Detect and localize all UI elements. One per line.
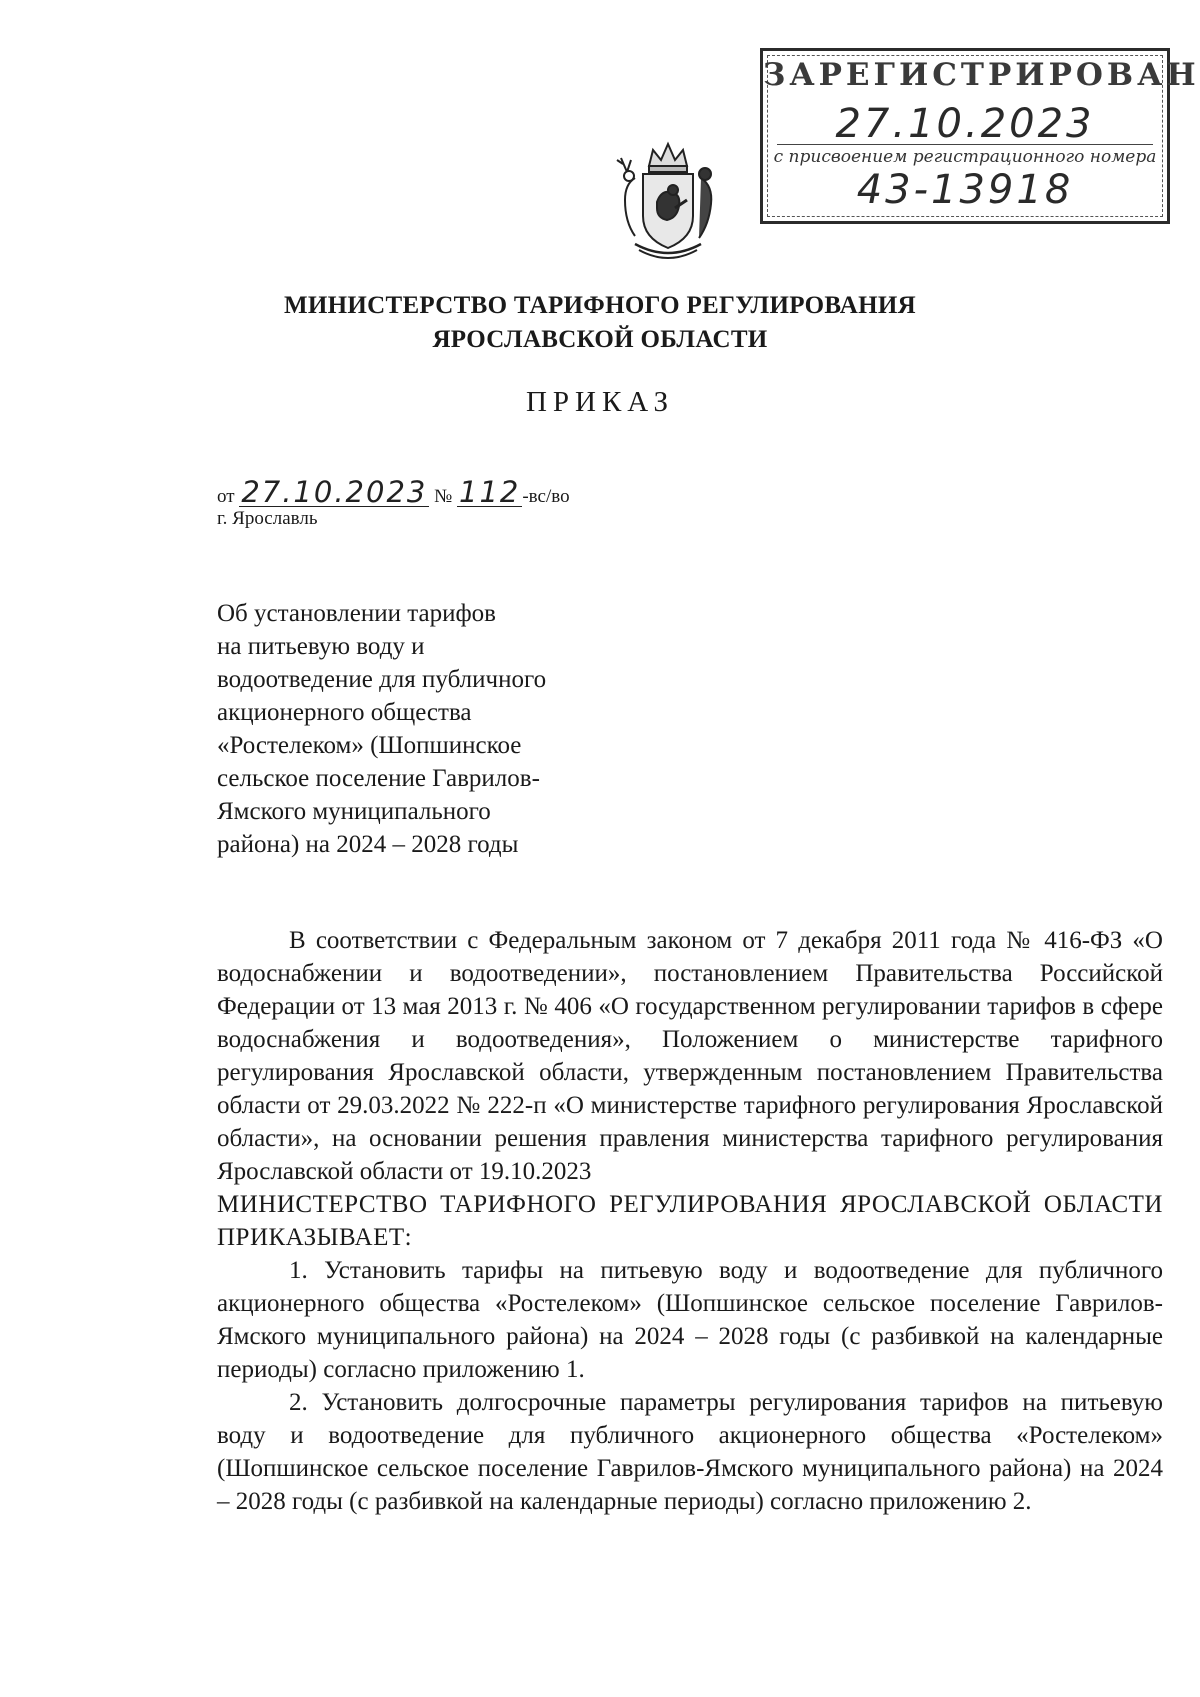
order-body xyxy=(217,924,1163,1518)
handwritten-date: 27.10.2023 xyxy=(241,475,428,509)
order-subject xyxy=(217,597,637,861)
subject-line: района) на 2024 – 2028 годы xyxy=(217,831,519,858)
order-phrase: МИНИСТЕРСТВО ТАРИФНОГО РЕГУЛИРОВАНИЯ ЯРОСЛАВСКОЙ ОБЛАСТИ ПРИКАЗЫВАЕТ: xyxy=(217,1191,1163,1251)
coat-of-arms-icon xyxy=(605,138,731,268)
handwritten-order-number: 112 xyxy=(459,475,521,509)
subject-line: на питьевую воду и xyxy=(217,633,425,660)
stamp-registration-number: 43-13918 xyxy=(856,167,1074,213)
number-sign: № xyxy=(434,486,453,507)
subject-line: акционерного общества xyxy=(217,699,472,726)
order-number-suffix: -вс/во xyxy=(522,486,570,507)
registration-stamp xyxy=(760,48,1200,224)
stamp-title: ЗАРЕГИСТРИРОВАН xyxy=(763,57,1200,93)
city-name: г. Ярославль xyxy=(217,508,318,529)
subject-line: «Ростелеком» (Шопшинское xyxy=(217,732,522,759)
subject-line: Об установлении тарифов xyxy=(217,600,496,627)
subject-line: водоотведение для публичного xyxy=(217,666,547,693)
date-number-line xyxy=(217,475,570,509)
subject-line: сельское поселение Гаврилов- xyxy=(217,765,540,792)
stamp-subtitle: с присвоением регистрационного номера xyxy=(773,147,1157,167)
preamble-paragraph: В соответствии с Федеральным законом от 7 декабря 2011 года № 416-ФЗ «О водоснабжении и водоотведении», постановлением Правительства Российской Федерации от 13 мая 2013 г. № 406 «О государственном регулировании тарифов в сфере водоснабжения и водоотведения», Положением о министерстве тарифного регулирования Ярославской области, утвержденным постановлением Правительства области от 29.03.2022 № 222-п «О министерстве тарифного регулирования Ярославской области», на основании решения правления министерства тарифного регулирования Ярославской области от 19.10.2023 xyxy=(217,927,1163,1185)
stamp-divider xyxy=(777,144,1153,145)
subject-line: Ямского муниципального xyxy=(217,798,491,825)
order-item: 1. Установить тарифы на питьевую воду и водоотведение для публичного акционерного общества «Ростелеком» (Шопшинское сельское поселение Гаврилов-Ямского муниципального района) на 2024 – 2028 годы (с разбивкой на календарные периоды) согласно приложению 1. xyxy=(217,1257,1163,1383)
date-prefix: от xyxy=(217,486,235,507)
stamp-date: 27.10.2023 xyxy=(835,101,1095,147)
ministry-name-line1: МИНИСТЕРСТВО ТАРИФНОГО РЕГУЛИРОВАНИЯ xyxy=(283,292,916,319)
order-item: 2. Установить долгосрочные параметры регулирования тарифов на питьевую воду и водоотведение для публичного акционерного общества «Ростелеком» (Шопшинское сельское поселение Гаврилов-Ямского муниципального района) на 2024 – 2028 годы (с разбивкой на календарные периоды) согласно приложению 2. xyxy=(217,1389,1163,1515)
ministry-name-line2: ЯРОСЛАВСКОЙ ОБЛАСТИ xyxy=(432,326,768,353)
document-type-title: ПРИКАЗ xyxy=(525,386,675,418)
